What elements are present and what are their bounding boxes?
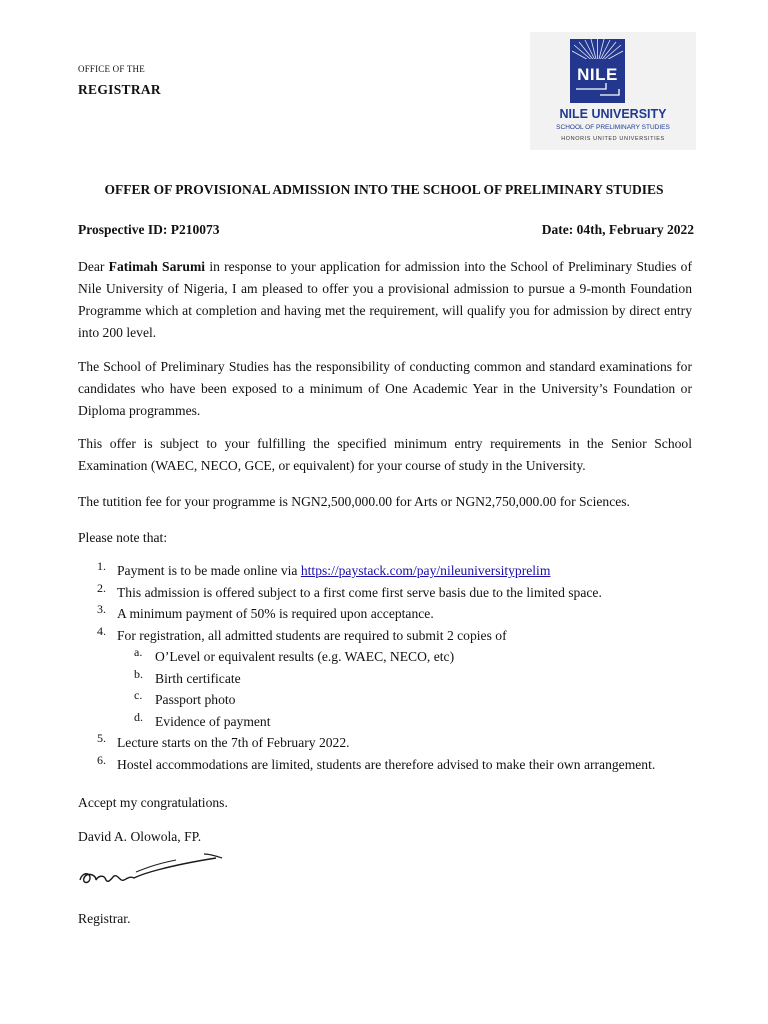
responsibility-paragraph: The School of Preliminary Studies has the responsibility of conducting common and standard examinations for candidates who have been exposed to a minimum of One Academic Year in the University’s Foundation or Diploma programmes. <box>78 359 692 418</box>
list-item <box>78 732 718 754</box>
tuition-paragraph: The tutition fee for your programme is NGN2,500,000.00 for Arts or NGN2,750,000.00 for Sciences. <box>78 494 630 509</box>
list-text: Payment is to be made online via <box>117 563 301 578</box>
list-number: 3. <box>97 602 106 616</box>
notes-list <box>78 560 718 775</box>
logo-emblem <box>570 39 625 103</box>
sub-list-item <box>78 646 718 668</box>
registrar-heading: REGISTRAR <box>78 82 161 97</box>
list-text: A minimum payment of 50% is required upon acceptance. <box>117 606 434 621</box>
list-item <box>78 754 718 776</box>
sub-list-text: O’Level or equivalent results (e.g. WAEC, NECO, etc) <box>155 649 455 664</box>
logo-university-name: NILE UNIVERSITY <box>559 107 667 121</box>
list-number: 5. <box>97 731 106 745</box>
list-text: Lecture starts on the 7th of February 2022. <box>117 735 350 750</box>
sub-list-letter: c. <box>134 688 143 702</box>
list-text: For registration, all admitted students are required to submit 2 copies of <box>117 627 507 643</box>
sub-list-text: Birth certificate <box>155 670 241 686</box>
list-item <box>78 603 718 625</box>
logo-nile-text: NILE <box>577 65 618 84</box>
list-number: 6. <box>97 752 106 767</box>
letter-title: OFFER OF PROVISIONAL ADMISSION INTO THE SCHOOL OF PRELIMINARY STUDIES <box>104 182 664 197</box>
please-note-label: Please note that: <box>78 530 168 545</box>
payment-link[interactable]: https://paystack.com/pay/nileuniversityprelim <box>300 563 551 578</box>
greeting-paragraph <box>78 256 692 344</box>
sub-list-text: Evidence of payment <box>155 713 271 729</box>
logo-honors-text: HONORIS UNITED UNIVERSITIES <box>561 136 665 142</box>
sub-list-letter: b. <box>134 666 143 681</box>
list-item <box>78 582 718 604</box>
greeting-dear: Dear <box>78 259 109 274</box>
office-of-label: OFFICE OF THE <box>78 64 145 74</box>
list-item <box>78 625 718 647</box>
list-number: 2. <box>97 580 106 595</box>
sub-list-letter: d. <box>134 709 143 724</box>
registrar-title: Registrar. <box>78 911 131 926</box>
prospective-id: Prospective ID: P210073 <box>78 222 220 237</box>
signature-icon <box>76 850 226 892</box>
nile-university-logo <box>530 32 696 150</box>
sub-list-text: Passport photo <box>155 692 236 707</box>
recipient-name: Fatimah Sarumi <box>108 259 206 274</box>
sub-list-item <box>78 711 718 733</box>
requirements-paragraph: This offer is subject to your fulfilling the specified minimum entry requirements in the Senior School Examination (WAEC, NECO, GCE, or equivalent) for your course of study in the University. <box>78 436 692 473</box>
logo-school-name: SCHOOL OF PRELIMINARY STUDIES <box>556 124 670 131</box>
greeting-body: in response to your application for admission into the School of Preliminary Studies of Nile University of Nigeria, I am pleased to offer you a provisional admission to pursue a 9-month Foundation Programme which at completion and having met the requirement, will qualify you for admission by direct entry into 200 level. <box>78 259 692 340</box>
list-number: 4. <box>97 623 106 638</box>
sub-list-item <box>78 689 718 711</box>
list-text: This admission is offered subject to a first come first serve basis due to the limited space. <box>117 584 602 600</box>
sub-list-item <box>78 668 718 690</box>
list-number: 1. <box>97 559 106 573</box>
letter-date: Date: 04th, February 2022 <box>541 222 694 237</box>
signer-name: David A. Olowola, FP. <box>78 829 202 844</box>
closing-line: Accept my congratulations. <box>78 795 228 810</box>
sub-list-letter: a. <box>134 645 143 659</box>
list-item <box>78 560 718 582</box>
list-text: Hostel accommodations are limited, students are therefore advised to make their own arrangement. <box>117 756 656 772</box>
